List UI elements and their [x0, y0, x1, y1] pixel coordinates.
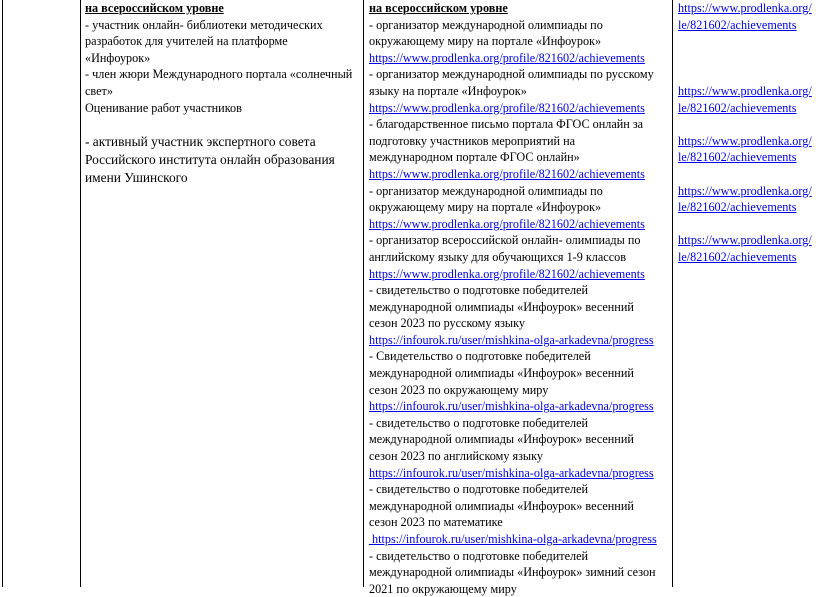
col4-link-block[interactable] — [678, 183, 816, 216]
achievement-link-part2[interactable]: le/821602/achievements — [678, 150, 797, 165]
col4-link-block[interactable] — [678, 232, 816, 265]
col2-line: «Инфоурок» — [85, 50, 151, 65]
col3-line: сезон 2023 по русскому языку — [369, 316, 525, 331]
col3-line: окружающему миру на портале «Инфоурок» — [369, 34, 602, 49]
achievement-link-part1[interactable]: https://www.prodlenka.org/ — [678, 133, 812, 148]
achievement-link[interactable]: https://www.prodlenka.org/profile/821602/achievements — [369, 266, 645, 281]
col3-line: - свидетельство о подготовке победителей — [369, 415, 589, 430]
cell-col3 — [369, 0, 669, 597]
col3-line: языку на портале «Инфоурок» — [369, 83, 527, 98]
col3-line: сезон 2023 по английскому языку — [369, 449, 543, 464]
col2-line: разработок для учителей на платформе — [85, 34, 288, 49]
achievement-link[interactable]: https://www.prodlenka.org/profile/821602/achievements — [369, 216, 645, 231]
col2-line: свет» — [85, 83, 113, 98]
col3-line: 2021 по окружающему миру — [369, 581, 517, 596]
achievement-link-part2[interactable]: le/821602/achievements — [678, 249, 797, 264]
col3-line: международной олимпиады «Инфоурок» весенний — [369, 366, 634, 381]
col3-line: окружающему миру на портале «Инфоурок» — [369, 200, 602, 215]
col2-big-line: Российского института онлайн образования — [85, 151, 335, 167]
col3-line: - организатор международной олимпиады по — [369, 183, 603, 198]
col3-header: на всероссийском уровне — [369, 1, 508, 15]
col3-line: международном портале ФГОС онлайн» — [369, 150, 580, 165]
col3-line: - свидетельство о подготовке победителей — [369, 283, 589, 298]
achievement-link[interactable]: https://www.prodlenka.org/profile/821602/achievements — [369, 166, 645, 181]
table-border-col2 — [363, 0, 364, 587]
achievement-link[interactable]: https://www.prodlenka.org/profile/821602/achievements — [369, 100, 645, 115]
achievement-link-part1[interactable]: https://www.prodlenka.org/ — [678, 83, 812, 98]
achievement-link-part1[interactable]: https://www.prodlenka.org/ — [678, 183, 812, 198]
col3-line: - свидетельство о подготовке победителей — [369, 548, 589, 563]
col2-line: Оценивание работ участников — [85, 100, 242, 115]
col3-line: сезон 2023 по окружающему миру — [369, 382, 549, 397]
achievement-link-part2[interactable]: le/821602/achievements — [678, 100, 797, 115]
cell-col4 — [678, 0, 816, 266]
col3-line: - Свидетельство о подготовке победителей — [369, 349, 591, 364]
col2-line: - член жюри Международного портала «солнечный — [85, 67, 353, 82]
col2-big-line: - активный участник экспертного совета — [85, 133, 316, 149]
col3-line: международной олимпиады «Инфоурок» зимний сезон — [369, 565, 656, 580]
col3-line: международной олимпиады «Инфоурок» весенний — [369, 498, 634, 513]
achievement-link-part2[interactable]: le/821602/achievements — [678, 17, 797, 32]
col3-line: - благодарственное письмо портала ФГОС онлайн за — [369, 117, 644, 132]
col3-line: - организатор международной олимпиады по русскому — [369, 67, 654, 82]
col3-line: - свидетельство о подготовке победителей — [369, 482, 589, 497]
col4-link-block[interactable] — [678, 83, 816, 116]
col3-line: сезон 2023 по математике — [369, 515, 503, 530]
col3-line: международной олимпиады «Инфоурок» весенний — [369, 299, 634, 314]
col4-link-block[interactable] — [678, 133, 816, 166]
col3-line: международной олимпиады «Инфоурок» весенний — [369, 432, 634, 447]
cell-col2 — [85, 0, 360, 187]
progress-link[interactable]: https://infourok.ru/user/mishkina-olga-arkadevna/progress — [369, 532, 657, 546]
table-border-col1 — [80, 0, 81, 587]
col2-header: на всероссийском уровне — [85, 1, 224, 15]
achievement-link-part1[interactable]: https://www.prodlenka.org/ — [678, 233, 812, 248]
col3-line: английскому языку для обучающихся 1-9 классов — [369, 249, 626, 264]
achievement-link-part2[interactable]: le/821602/achievements — [678, 200, 797, 215]
col3-line: - организатор международной олимпиады по — [369, 17, 603, 32]
col4-link-block[interactable] — [678, 0, 816, 33]
achievement-link-part1[interactable]: https://www.prodlenka.org/ — [678, 1, 812, 15]
col2-big-line: имени Ушинского — [85, 169, 188, 185]
progress-link[interactable]: https://infourok.ru/user/mishkina-olga-arkadevna/progress — [369, 399, 654, 414]
col3-line: подготовку участников мероприятий на — [369, 133, 576, 148]
progress-link[interactable]: https://infourok.ru/user/mishkina-olga-arkadevna/progress — [369, 465, 654, 480]
achievement-link[interactable]: https://www.prodlenka.org/profile/821602/achievements — [369, 50, 645, 65]
progress-link[interactable]: https://infourok.ru/user/mishkina-olga-arkadevna/progress — [369, 332, 654, 347]
table-border-left — [2, 0, 3, 587]
table-border-col3 — [672, 0, 673, 587]
col2-line: - участник онлайн- библиотеки методических — [85, 17, 323, 32]
col3-line: - организатор всероссийской онлайн- олимпиады по — [369, 233, 641, 248]
